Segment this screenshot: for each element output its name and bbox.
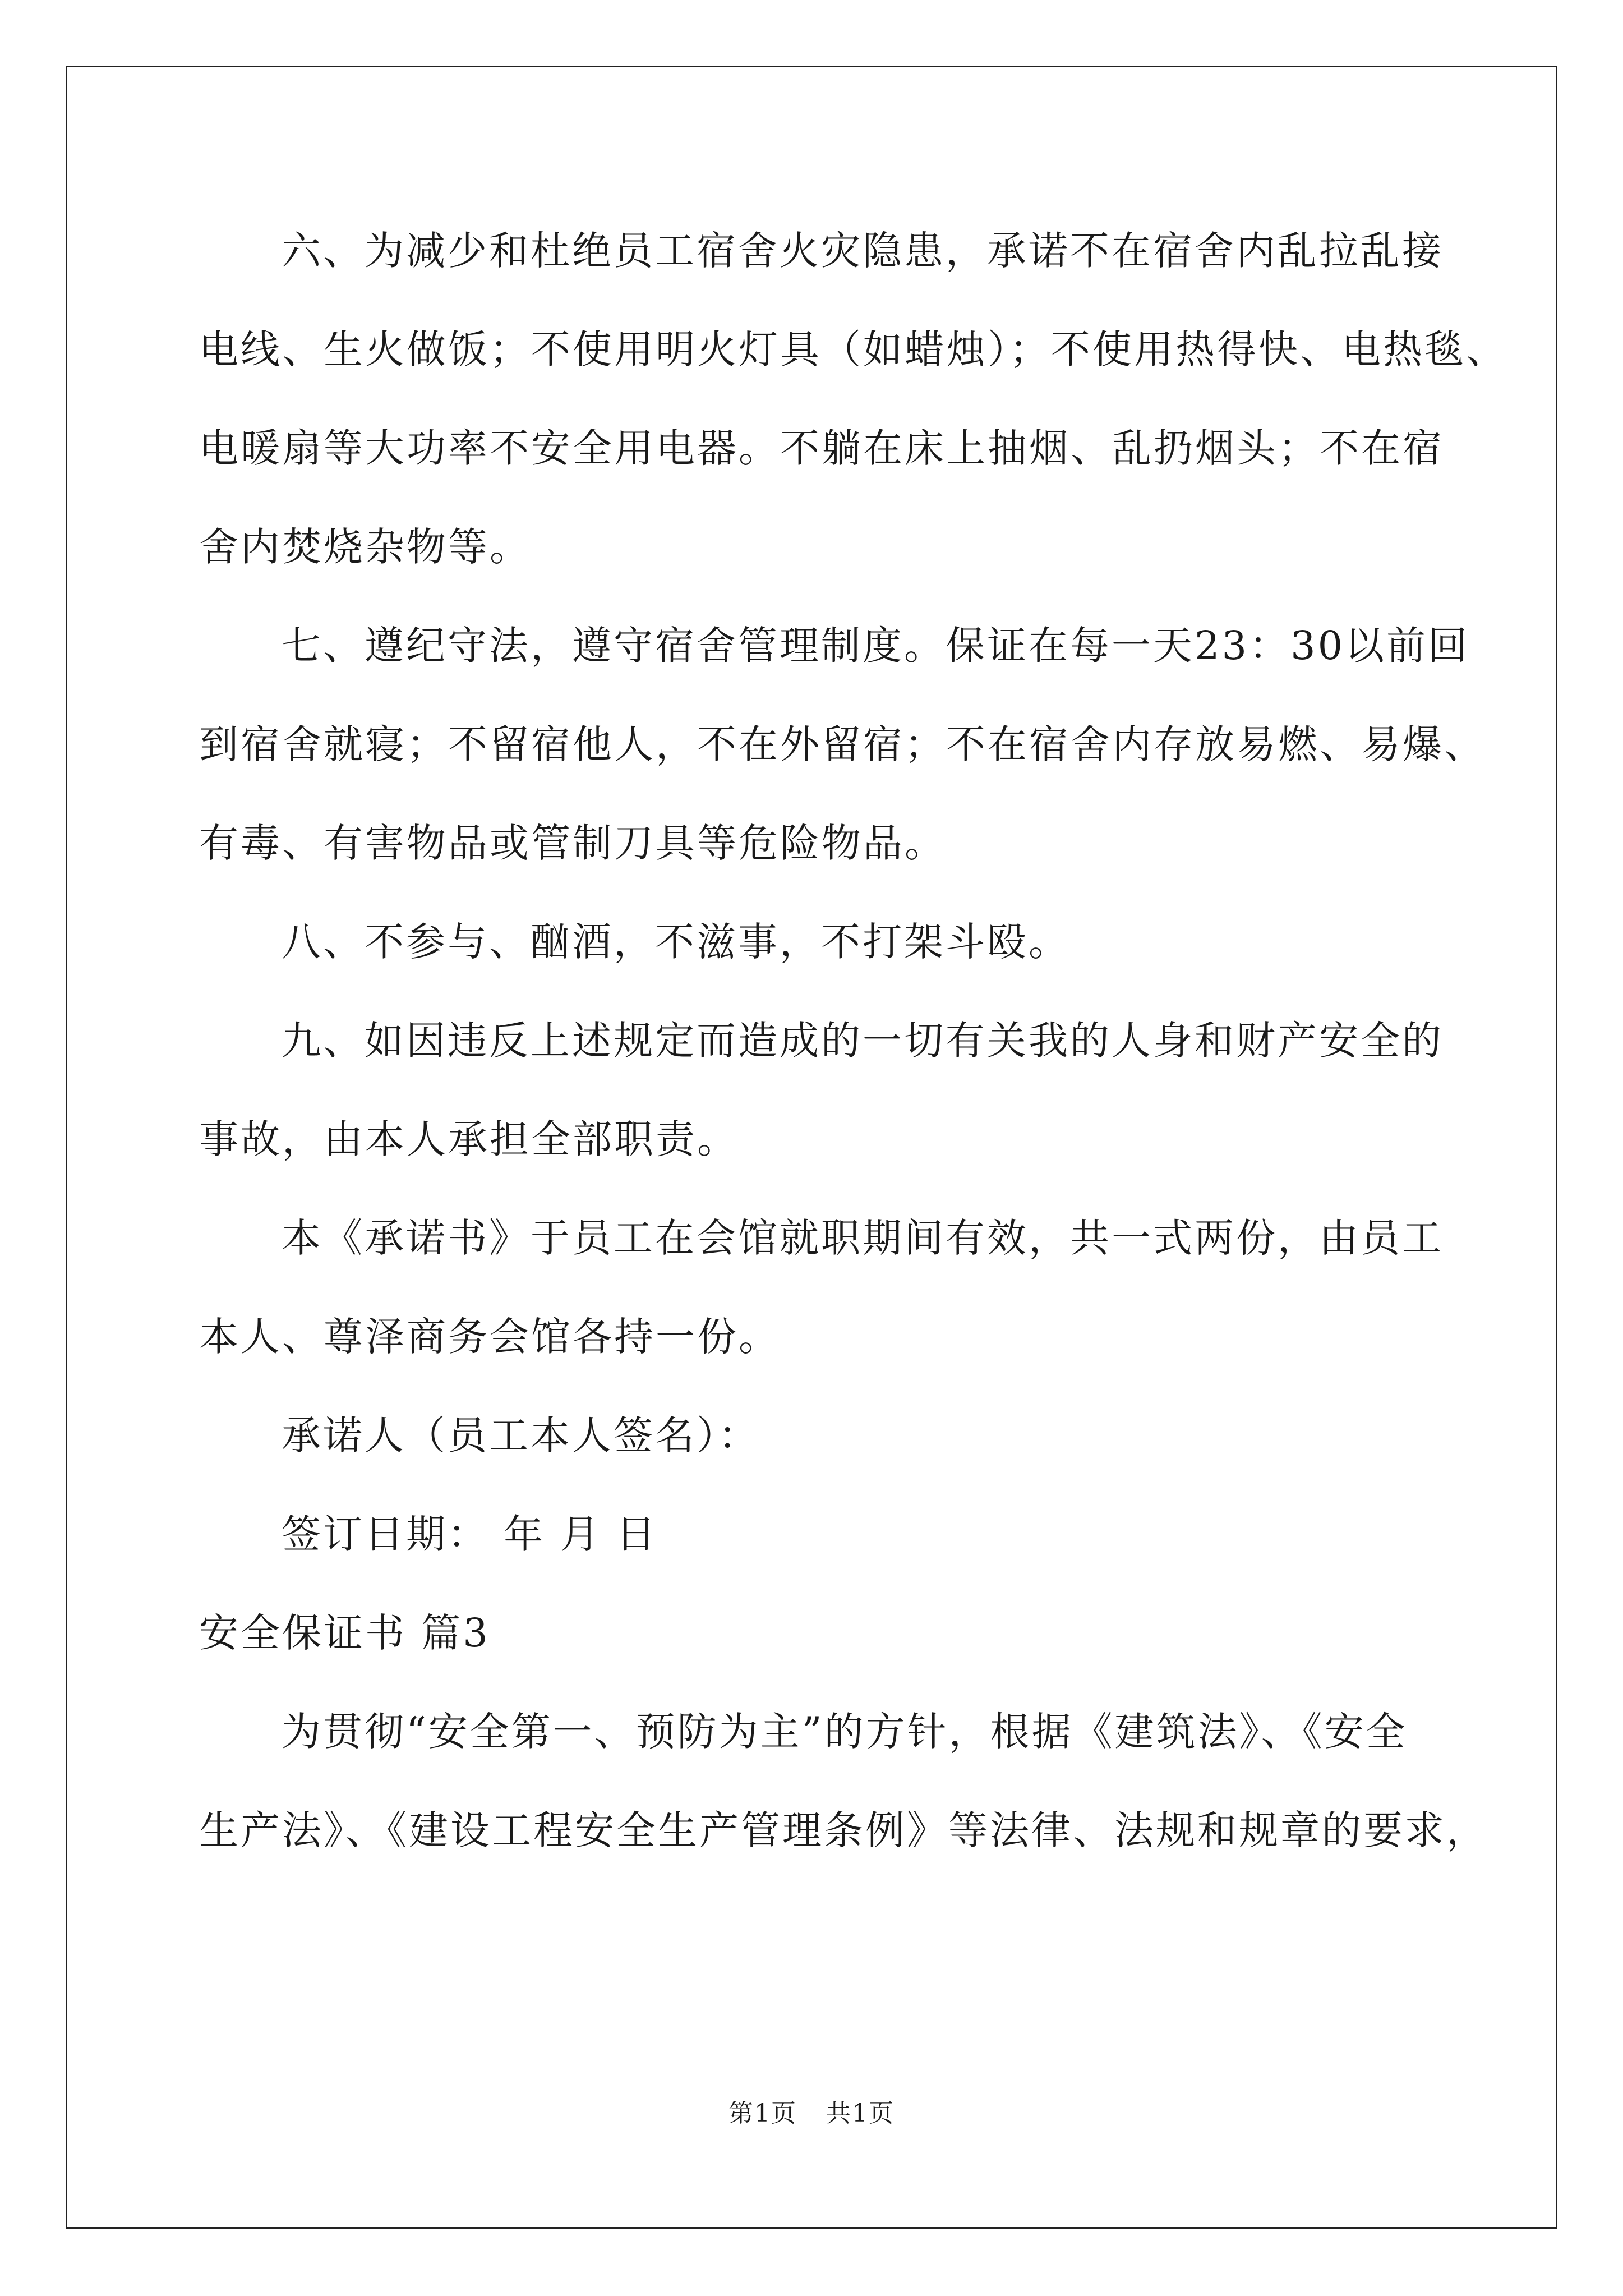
paragraph-7-line-2: 到宿舍就寝；不留宿他人，不在外留宿；不在宿舍内存放易燃、易爆、 — [199, 721, 1486, 767]
intro-line-2: 生产法》、《建设工程安全生产管理条例》等法律、法规和规章的要求， — [199, 1807, 1488, 1853]
page-number-current: 第1页 — [728, 2099, 797, 2128]
paragraph-9-line-2: 事故，由本人承担全部职责。 — [199, 1116, 739, 1162]
paragraph-7-line-1: 七、遵纪守法，遵守宿舍管理制度。保证在每一天23：30以前回 — [282, 623, 1470, 669]
paragraph-6-line-4: 舍内焚烧杂物等。 — [199, 524, 531, 570]
intro-line-1: 为贯彻“安全第一、预防为主”的方针，根据《建筑法》、《安全 — [282, 1709, 1408, 1755]
paragraph-6-line-1: 六、为减少和杜绝员工宿舍火灾隐患，承诺不在宿舍内乱拉乱接 — [282, 228, 1444, 274]
paragraph-6-line-2: 电线、生火做饭；不使用明火灯具（如蜡烛）；不使用热得快、电热毯、 — [199, 326, 1507, 372]
page-footer — [0, 2097, 1623, 2131]
validity-line-2: 本人、尊泽商务会馆各持一份。 — [199, 1314, 780, 1360]
paragraph-8-line-1: 八、不参与、酗酒，不滋事，不打架斗殴。 — [282, 919, 1070, 965]
paragraph-7-line-3: 有毒、有害物品或管制刀具等危险物品。 — [199, 820, 946, 866]
paragraph-6-line-3: 电暖扇等大功率不安全用电器。不躺在床上抽烟、乱扔烟头；不在宿 — [199, 425, 1444, 471]
page-number-total: 共1页 — [826, 2099, 895, 2128]
paragraph-9-line-1: 九、如因违反上述规定而造成的一切有关我的人身和财产安全的 — [282, 1018, 1444, 1064]
sign-date-line: 签订日期： 年 月 日 — [282, 1511, 658, 1557]
validity-line-1: 本《承诺书》于员工在会馆就职期间有效，共一式两份，由员工 — [282, 1215, 1444, 1261]
signature-line: 承诺人（员工本人签名）： — [282, 1412, 760, 1458]
section-heading: 安全保证书 篇3 — [199, 1610, 490, 1656]
